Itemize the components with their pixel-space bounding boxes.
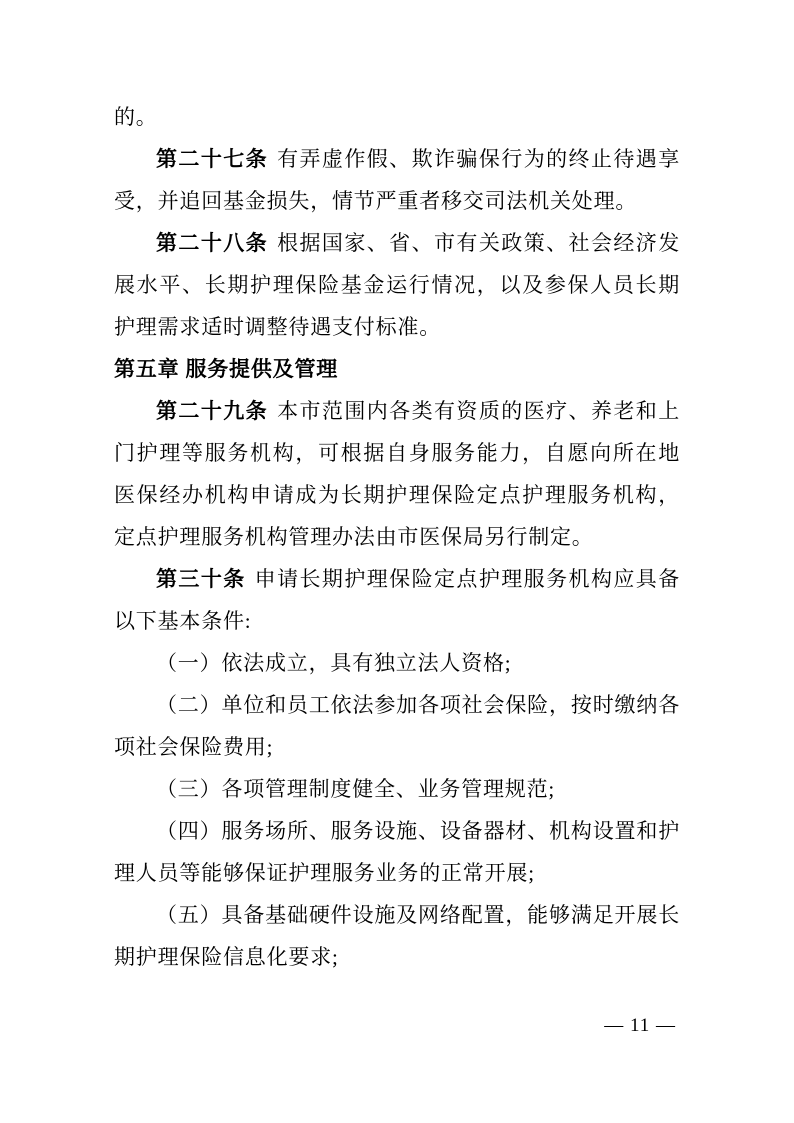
condition-item-1: （一）依法成立，具有独立法人资格; (156, 651, 512, 675)
article-27-paragraph (114, 138, 680, 222)
article-30-text: 申请长期护理保险定点护理服务机构应具备以下基本条件: (114, 567, 680, 633)
article-29-paragraph (114, 390, 680, 558)
condition-item-4: （四）服务场所、服务设施、设备器材、机构设置和护理人员等能够保证护理服务业务的正常开展; (114, 819, 680, 885)
article-30-paragraph (114, 558, 680, 642)
article-28-text: 根据国家、省、市有关政策、社会经济发展水平、长期护理保险基金运行情况，以及参保人员长期护理需求适时调整待遇支付标准。 (114, 231, 680, 339)
article-27-text: 有弄虚作假、欺诈骗保行为的终止待遇享受，并追回基金损失，情节严重者移交司法机关处理。 (114, 147, 680, 213)
article-30-label: 第三十条 (156, 567, 246, 591)
article-27-label: 第二十七条 (156, 147, 269, 171)
article-28-label: 第二十八条 (156, 231, 269, 255)
article-29-text: 本市范围内各类有资质的医疗、养老和上门护理等服务机构，可根据自身服务能力，自愿向所在地医保经办机构申请成为长期护理保险定点护理服务机构，定点护理服务机构管理办法由市医保局另行制定。 (114, 399, 680, 549)
condition-item-3: （三）各项管理制度健全、业务管理规范; (156, 777, 556, 801)
condition-item-5: （五）具备基础硬件设施及网络配置，能够满足开展长期护理保险信息化要求; (114, 903, 680, 969)
article-28-paragraph (114, 222, 680, 348)
condition-item-2: （二）单位和员工依法参加各项社会保险，按时缴纳各项社会保险费用; (114, 693, 680, 759)
chapter-heading: 第五章 服务提供及管理 (114, 357, 339, 381)
paragraph-continuation: 的。 (114, 105, 158, 129)
article-29-label: 第二十九条 (156, 399, 269, 423)
document-body (114, 96, 680, 978)
page-number: — 11 — (604, 1015, 676, 1036)
